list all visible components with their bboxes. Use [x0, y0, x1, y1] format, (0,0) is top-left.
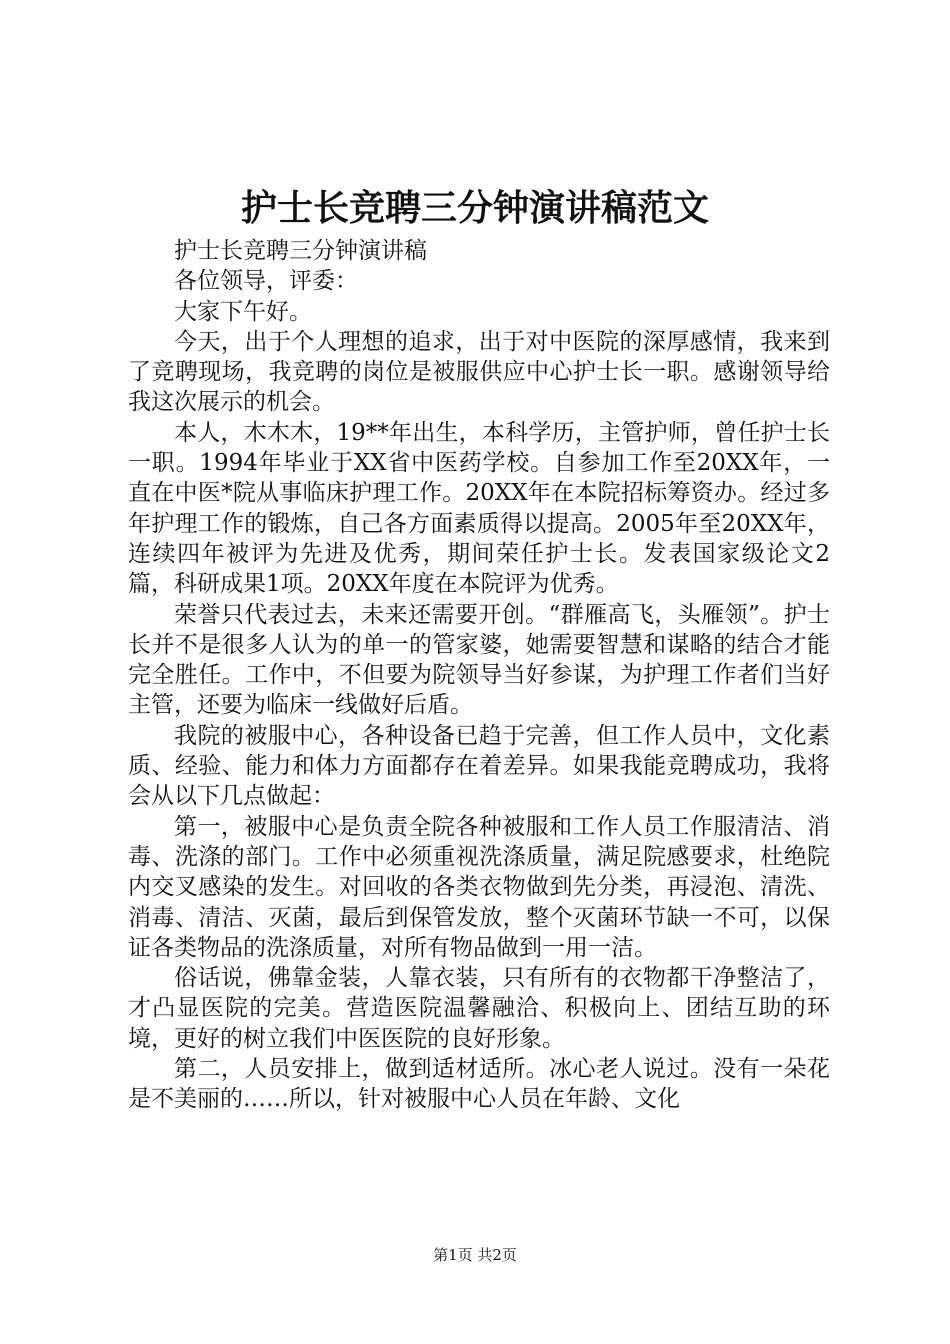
paragraph: 护士长竞聘三分钟演讲稿 [174, 238, 427, 264]
paragraph: 荣誉只代表过去，未来还需要开创。“群雁高飞，头雁领”。护士长并不是很多人认为的单一的管家婆，她需要智慧和谋略的结合才能完全胜任。工作中，不但要为院领导当好参谋，为护理工作者们当好主管，还要为临床一线做好后盾。 [128, 601, 830, 719]
paragraph: 第一，被服中心是负责全院各种被服和工作人员工作服清洁、消毒、洗涤的部门。工作中必须重视洗涤质量，满足院感要求，杜绝院内交叉感染的发生。对回收的各类衣物做到先分类，再浸泡、清洗、消毒、清洁、灭菌，最后到保管发放，整个灭菌环节缺一不可，以保证各类物品的洗涤质量，对所有物品做到一用一洁。 [128, 813, 830, 961]
paragraph: 第二，人员安排上，做到适材适所。冰心老人说过。没有一朵花是不美丽的……所以，针对被服中心人员在年龄、文化 [128, 1056, 830, 1113]
paragraph: 本人，木木木，19**年出生，本科学历，主管护师，曾任护士长一职。1994年毕业于XX省中医药学校。自参加工作至20XX年，一直在中医*院从事临床护理工作。20XX年在本院招标筹资办。经过多年护理工作的锻炼，自己各方面素质得以提高。2005年至20XX年，连续四年被评为先进及优秀，期间荣任护士长。发表国家级论文2篇，科研成果1项。20XX年度在本院评为优秀。 [128, 419, 830, 598]
paragraph: 各位领导，评委： [174, 268, 358, 295]
paragraph: 大家下午好。 [174, 298, 312, 325]
document-title: 护士长竞聘三分钟演讲稿范文 [240, 187, 709, 229]
page-number-footer: 第1页 共2页 [433, 1246, 517, 1264]
paragraph: 俗话说，佛靠金装，人靠衣装，只有所有的衣物都干净整洁了，才凸显医院的完美。营造医院温馨融洽、积极向上、团结互助的环境，更好的树立我们中医医院的良好形象。 [128, 965, 830, 1052]
document-body [128, 236, 830, 1115]
paragraph: 今天，出于个人理想的追求，出于对中医院的深厚感情，我来到了竞聘现场，我竞聘的岗位是被服供应中心护士长一职。感谢领导给我这次展示的机会。 [128, 328, 830, 416]
paragraph: 我院的被服中心，各种设备已趋于完善，但工作人员中，文化素质、经验、能力和体力方面都存在着差异。如果我能竞聘成功，我将会从以下几点做起： [128, 722, 830, 810]
